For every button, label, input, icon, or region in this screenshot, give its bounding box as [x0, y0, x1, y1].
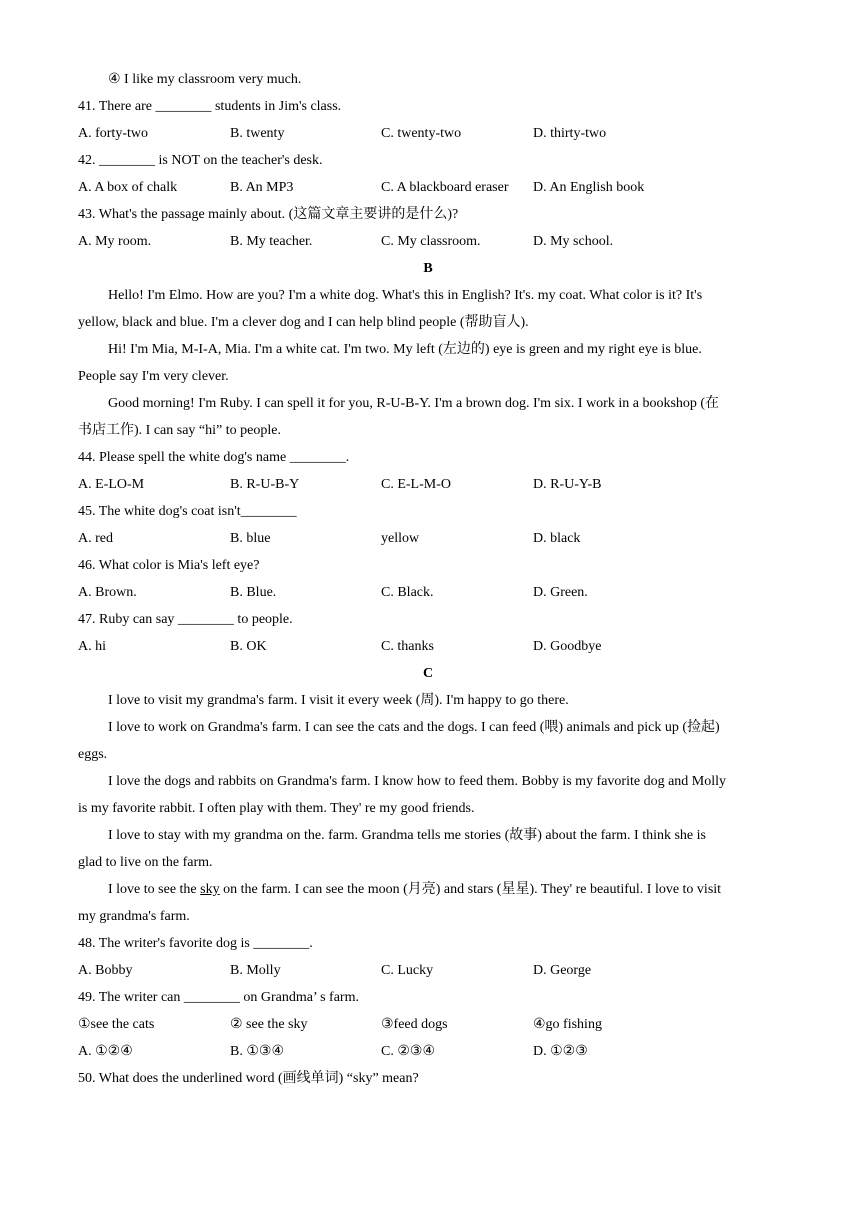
q41-option-b: B. twenty: [230, 126, 285, 141]
q49-item-4: ④go fishing: [533, 1017, 602, 1032]
passage-c-line: eggs.: [78, 747, 108, 762]
q41-stem: 41. There are ________ students in Jim's class.: [78, 99, 342, 114]
exam-page: [78, 66, 778, 1092]
q48-option-b: B. Molly: [230, 963, 281, 978]
q47-stem: 47. Ruby can say ________ to people.: [78, 612, 293, 627]
q44-options: [78, 471, 778, 498]
passage-c-line: I love to visit my grandma's farm. I visit it every week (周). I'm happy to go there.: [108, 693, 569, 708]
q45-options: [78, 525, 778, 552]
q48-stem: 48. The writer's favorite dog is ________.: [78, 936, 313, 951]
q46-option-c: C. Black.: [381, 585, 434, 600]
q49-item-3: ③feed dogs: [381, 1017, 448, 1032]
q42-option-b: B. An MP3: [230, 180, 294, 195]
q45-stem: 45. The white dog's coat isn't________: [78, 504, 297, 519]
q46-stem: 46. What color is Mia's left eye?: [78, 558, 260, 573]
q41-options: [78, 120, 778, 147]
passage-b-line: Good morning! I'm Ruby. I can spell it for you, R-U-B-Y. I'm a brown dog. I'm six. I work in a bookshop (在: [108, 396, 720, 411]
q44-option-c: C. E-L-M-O: [381, 477, 451, 492]
passage-b-line: Hello! I'm Elmo. How are you? I'm a white dog. What's this in English? It's. my coat. What color is it? It's: [108, 288, 703, 303]
q49-options: [78, 1038, 778, 1065]
q48-option-a: A. Bobby: [78, 963, 133, 978]
q43-option-c: C. My classroom.: [381, 234, 481, 249]
q45-option-d: D. black: [533, 531, 581, 546]
section-b-title: B: [423, 261, 433, 276]
q46-option-b: B. Blue.: [230, 585, 277, 600]
q48-option-c: C. Lucky: [381, 963, 434, 978]
q45-option-a: A. red: [78, 531, 113, 546]
q49-item-2: ② see the sky: [230, 1017, 308, 1032]
q49-stem: 49. The writer can ________ on Grandma’ s farm.: [78, 990, 359, 1005]
q43-option-d: D. My school.: [533, 234, 614, 249]
q43-stem: 43. What's the passage mainly about. (这篇文章主要讲的是什么)?: [78, 207, 459, 222]
q42-option-d: D. An English book: [533, 180, 645, 195]
q48-options: [78, 957, 778, 984]
section-c-title: C: [422, 666, 434, 681]
q49-items: [78, 1011, 778, 1038]
passage-c-line: glad to live on the farm.: [78, 855, 213, 870]
q44-option-b: B. R-U-B-Y: [230, 477, 300, 492]
passage-c-line: [78, 876, 778, 903]
passage-c-text: I love to see the: [108, 882, 201, 897]
passage-c-line: is my favorite rabbit. I often play with them. They' re my good friends.: [78, 801, 475, 816]
q43-option-b: B. My teacher.: [230, 234, 313, 249]
q49-option-c: C. ②③④: [381, 1044, 435, 1059]
q43-option-a: A. My room.: [78, 234, 152, 249]
q44-stem: 44. Please spell the white dog's name ________.: [78, 450, 350, 465]
passage-c-line: I love the dogs and rabbits on Grandma's farm. I know how to feed them. Bobby is my favorite dog and Molly: [108, 774, 727, 789]
q42-stem: 42. ________ is NOT on the teacher's desk.: [78, 153, 323, 168]
q46-option-d: D. Green.: [533, 585, 588, 600]
q48-option-d: D. George: [533, 963, 592, 978]
q41-option-a: A. forty-two: [78, 126, 148, 141]
passage-b-line: Hi! I'm Mia, M-I-A, Mia. I'm a white cat. I'm two. My left (左边的) eye is green and my right eye is blue.: [108, 342, 702, 357]
q49-item-1: ①see the cats: [78, 1017, 155, 1032]
q42-options: [78, 174, 778, 201]
passage-b-line: yellow, black and blue. I'm a clever dog and I can help blind people (帮助盲人).: [78, 315, 529, 330]
underlined-word-sky: sky: [200, 882, 220, 897]
q44-option-d: D. R-U-Y-B: [533, 477, 602, 492]
q50-stem: 50. What does the underlined word (画线单词) “sky” mean?: [78, 1071, 419, 1086]
q42-option-a: A. A box of chalk: [78, 180, 178, 195]
q49-option-b: B. ①③④: [230, 1044, 284, 1059]
passage-c-text: on the farm. I can see the moon (月亮) and stars (星星). They' re beautiful. I love to visit: [219, 882, 722, 897]
q46-options: [78, 579, 778, 606]
passage-c-line: my grandma's farm.: [78, 909, 190, 924]
q44-option-a: A. E-LO-M: [78, 477, 145, 492]
q47-options: [78, 633, 778, 660]
q47-option-a: A. hi: [78, 639, 106, 654]
passage-b-line: People say I'm very clever.: [78, 369, 229, 384]
q41-option-d: D. thirty-two: [533, 126, 607, 141]
q49-option-a: A. ①②④: [78, 1044, 133, 1059]
q47-option-c: C. thanks: [381, 639, 434, 654]
q43-options: [78, 228, 778, 255]
q47-option-d: D. Goodbye: [533, 639, 602, 654]
q45-option-b: B. blue: [230, 531, 271, 546]
q42-option-c: C. A blackboard eraser: [381, 180, 509, 195]
passage-c-line: I love to stay with my grandma on the. farm. Grandma tells me stories (故事) about the farm. I think she is: [108, 828, 706, 843]
q41-option-c: C. twenty-two: [381, 126, 462, 141]
q49-option-d: D. ①②③: [533, 1044, 588, 1059]
prev-item: ④ I like my classroom very much.: [108, 72, 302, 87]
q47-option-b: B. OK: [230, 639, 267, 654]
q46-option-a: A. Brown.: [78, 585, 137, 600]
passage-b-line: 书店工作). I can say “hi” to people.: [78, 423, 281, 438]
passage-c-line: I love to work on Grandma's farm. I can see the cats and the dogs. I can feed (喂) animals and pick up (捡起): [108, 720, 720, 735]
q45-option-c: yellow: [381, 531, 420, 546]
